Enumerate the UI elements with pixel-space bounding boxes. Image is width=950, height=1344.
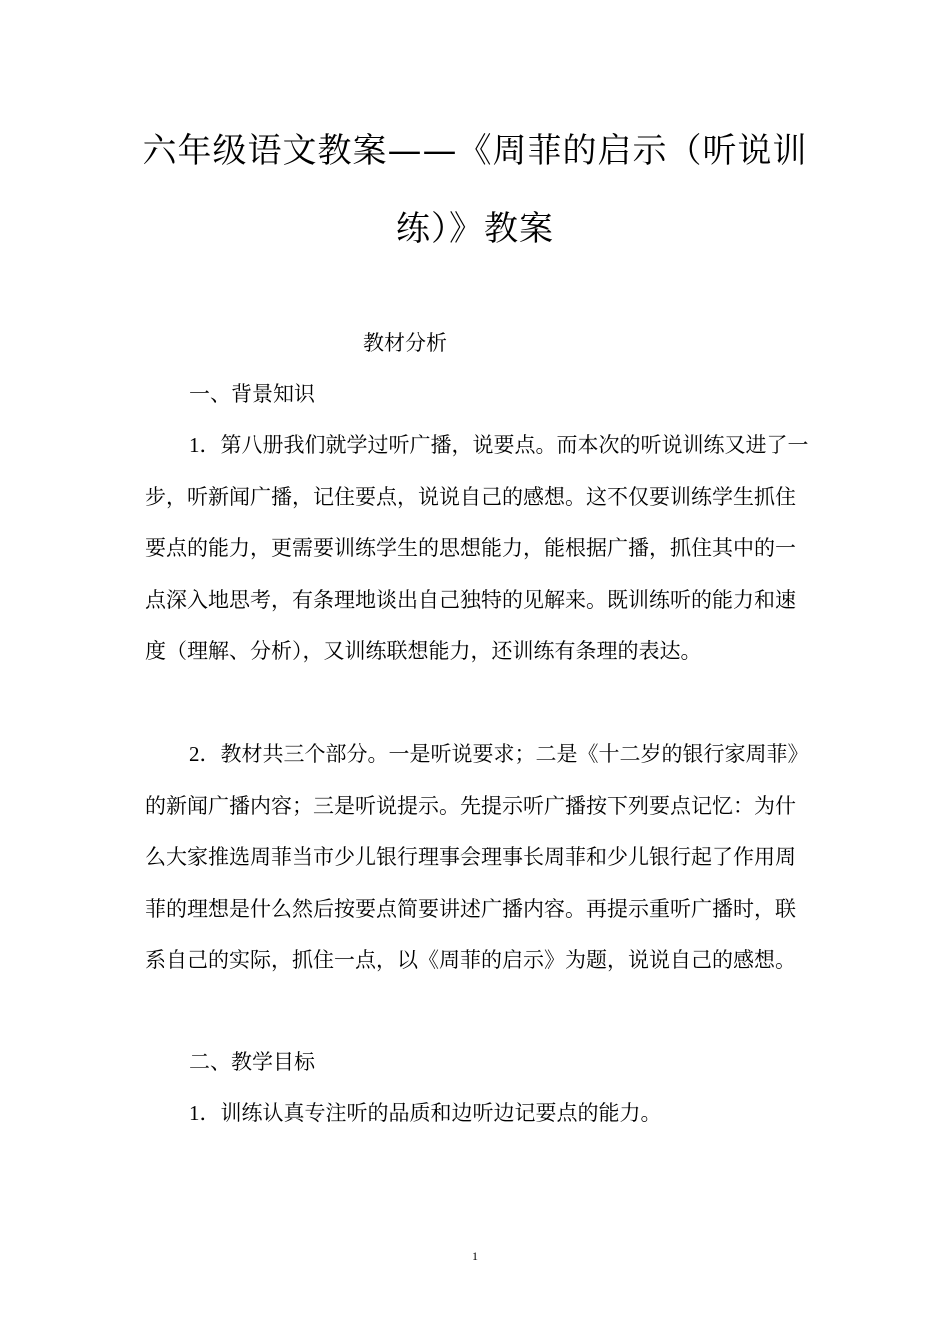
paragraph-1: [145, 420, 810, 678]
paragraph-1-text: ．第八册我们就学过听广播，说要点。而本次的听说训练又进了一步，听新闻广播，记住要点，说说自己的感想。这不仅要训练学生抓住要点的能力，更需要训练学生的思想能力，能根据广播，抓住其中的一点深入地思考，有条理地谈出自己独特的见解来。既训练听的能力和速度（理解、分析），又训练联想能力，还训练有条理的表达。: [145, 433, 809, 663]
paragraph-2-text: ．教材共三个部分。一是听说要求；二是《十二岁的银行家周菲》的新闻广播内容；三是听说提示。先提示听广播按下列要点记忆：为什么大家推选周菲当市少儿银行理事会理事长周菲和少儿银行起了作用周菲的理想是什么然后按要点简要讲述广播内容。再提示重听广播时，联系自己的实际，抓住一点，以《周菲的启示》为题，说说自己的感想。: [145, 742, 809, 972]
heading-background: 一、背景知识: [189, 382, 315, 406]
document-title: 六年级语文教案——《周菲的启示（听说训练）》教案: [142, 131, 808, 249]
paragraph-2: [145, 729, 810, 987]
section-title: 教材分析: [363, 331, 447, 355]
page-number: 1: [472, 1249, 478, 1263]
heading-goals: 二、教学目标: [189, 1050, 315, 1074]
goal-1: [145, 1088, 810, 1140]
goal-1-text: ．训练认真专注听的品质和边听边记要点的能力。: [199, 1101, 662, 1125]
paragraph-2-number: 2: [189, 742, 200, 766]
paragraph-1-number: 1: [189, 433, 200, 457]
goal-1-number: 1: [189, 1101, 200, 1125]
